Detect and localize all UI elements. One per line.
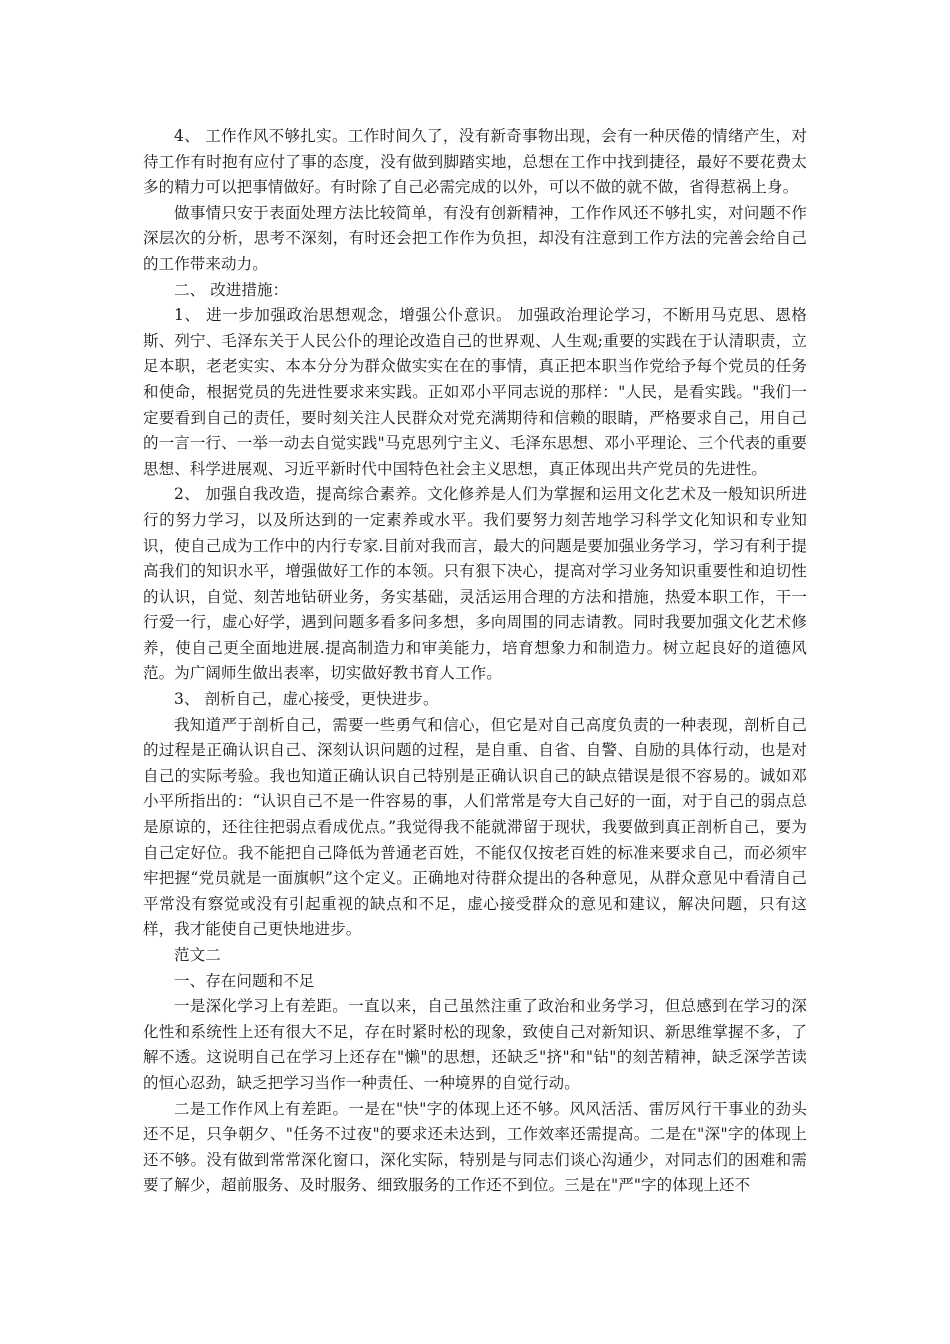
paragraph-measure-1: 1、 进一步加强政治思想观念，增强公仆意识。 加强政治理论学习，不断用马克思、恩格斯、列宁、毛泽东关于人民公仆的理论改造自己的世界观、人生观;重要的实践在于认清职责，立足本职，老老实实、本本分分为群众做实实在在的事情，真正把本职当作党给予每个党员的任务和使命，根据党员的先进性要求来实践。正如邓小平同志说的那样："人民，是看实践。"我们一定要看到自己的责任，要时刻关注人民群众对党充满期待和信赖的眼睛，严格要求自己，用自己的一言一行、一举一动去自觉实践"马克思列宁主义、毛泽东思想、邓小平理论、三个代表的重要思想、科学进展观、习近平新时代中国特色社会主义思想，真正体现出共产党员的先进性。 — [143, 306, 807, 478]
paragraph-work-style-point-4: 4、 工作作风不够扎实。工作时间久了，没有新奇事物出现，会有一种厌倦的情绪产生，对待工作有时抱有应付了事的态度，没有做到脚踏实地，总想在工作中找到捷径，最好不要花费太多的精力可以把事情做好。有时除了自己必需完成的以外，可以不做的就不做，省得惹祸上身。 — [143, 127, 807, 197]
paragraph-measure-2: 2、 加强自我改造，提高综合素养。文化修养是人们为掌握和运用文化艺术及一般知识所进行的努力学习，以及所达到的一定素养或水平。我们要努力刻苦地学习科学文化知识和专业知识，使自己成为工作中的内行专家.目前对我而言，最大的问题是要加强业务学习，学习有利于提高我们的知识水平，增强做好工作的本领。只有狠下决心，提高对学习业务知识重要性和迫切性的认识，自觉、刻苦地钻研业务，务实基础，灵活运用合理的方法和措施，热爱本职工作，干一行爱一行，虚心好学，遇到问题多看多问多想，多向周围的同志请教。同时我要加强文化艺术修养，使自己更全面地进展.提高制造力和审美能力，培育想象力和制造力。树立起良好的道德风范。为广阔师生做出表率，切实做好教书育人工作。 — [143, 485, 807, 683]
section-heading-improvement-measures: 二、 改进措施： — [174, 280, 289, 299]
paragraph-study-gap: 一是深化学习上有差距。一直以来，自己虽然注重了政治和业务学习，但总感到在学习的深化性和系统性上还有很大不足，存在时紧时松的现象，致使自己对新知识、新思维掌握不多，了解不透。这说明自己在学习上还存在"懒"的思想，还缺乏"挤"和"钻"的刻苦精神，缺乏深学苦读的恒心忍劲，缺乏把学习当作一种责任、一种境界的自觉行动。 — [143, 997, 807, 1092]
paragraph-measure-3-heading: 3、 剖析自己，虚心接受，更快进步。 — [174, 690, 439, 709]
section-heading-sample-two: 范文二 — [174, 946, 221, 964]
paragraph-surface-handling: 做事情只安于表面处理方法比较简单，有没有创新精神，工作作风还不够扎实，对问题不作深层次的分析，思考不深刻，有时还会把工作作为负担，却没有注意到工作方法的完善会给自己的工作带来动力。 — [143, 203, 807, 273]
section-heading-problems: 一、存在问题和不足 — [174, 971, 315, 990]
paragraph-work-style-gap: 二是工作作风上有差距。一是在"快"字的体现上还不够。风风活活、雷厉风行干事业的劲头还不足，只争朝夕、"任务不过夜"的要求还未达到，工作效率还需提高。二是在"深"字的体现上还不够。没有做到常常深化窗口，深化实际，特别是与同志们谈心沟通少，对同志们的困难和需要了解少，超前服务、及时服务、细致服务的工作还不到位。三是在"严"字的体现上还不 — [143, 1099, 807, 1195]
document-page — [143, 124, 807, 1199]
paragraph-self-analysis: 我知道严于剖析自己，需要一些勇气和信心，但它是对自己高度负责的一种表现，剖析自己的过程是正确认识自己、深刻认识问题的过程，是自重、自省、自警、自励的具体行动，也是对自己的实际考验。我也知道正确认识自己特别是正确认识自己的缺点错误是很不容易的。诚如邓小平所指出的：“认识自己不是一件容易的事，人们常常是夸大自己好的一面，对于自己的弱点总是原谅的，还往往把弱点看成优点。”我觉得我不能就滞留于现状，我要做到真正剖析自己，要为自己定好位。我不能把自己降低为普通老百姓，不能仅仅按老百姓的标准来要求自己，而必须牢牢把握“党员就是一面旗帜”这个定义。正确地对待群众提出的各种意见，从群众意见中看清自己平常没有察觉或没有引起重视的缺点和不足，虚心接受群众的意见和建议，解决问题，只有这样，我才能使自己更快地进步。 — [143, 715, 807, 939]
